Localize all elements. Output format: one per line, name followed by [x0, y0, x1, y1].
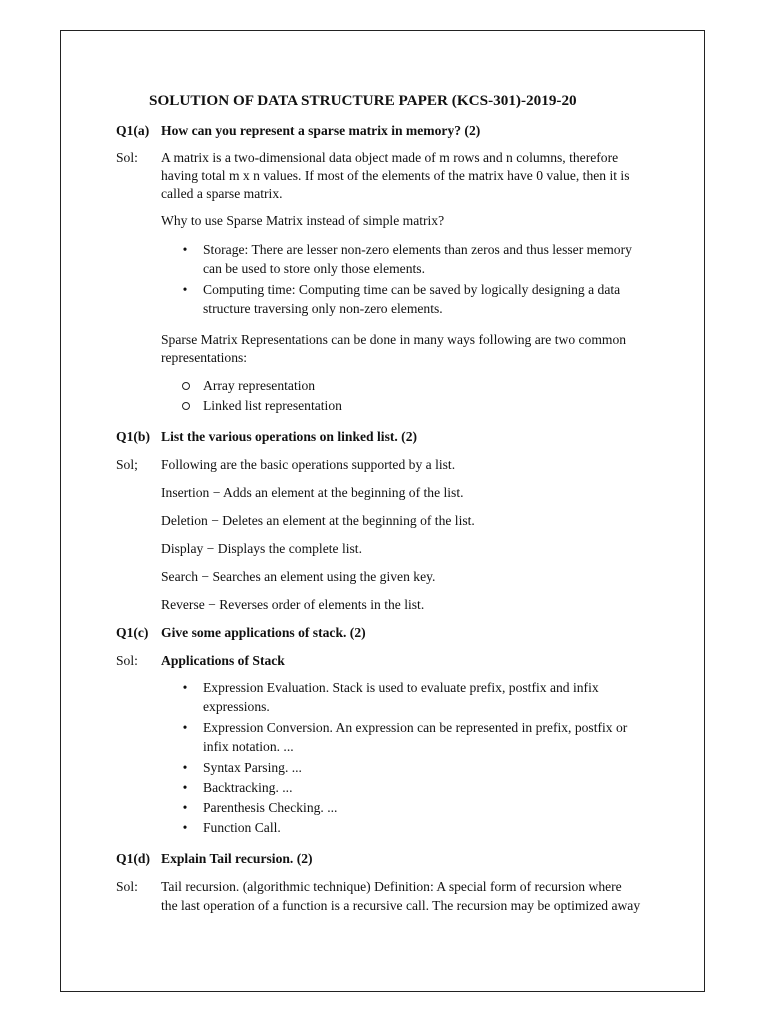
q1c-bullet-line: Parenthesis Checking. ...: [203, 800, 338, 815]
q1b-intro: Following are the basic operations supported by a list.: [161, 457, 456, 472]
q1a-text-line: having total m x n values. If most of the elements of the matrix have 0 value, then it is: [161, 168, 630, 183]
q1a-bullet-line: Storage: There are lesser non-zero elements than zeros and thus lesser memory: [203, 242, 632, 257]
q1a-sol-label: Sol:: [116, 150, 138, 165]
bullet-icon: •: [182, 800, 188, 815]
bullet-icon: •: [182, 780, 188, 795]
q1b-question: List the various operations on linked list. (2): [161, 429, 418, 444]
circle-bullet-icon: [182, 376, 190, 395]
q1d-label: Q1(d): [116, 851, 150, 866]
q1c-question: Give some applications of stack. (2): [161, 625, 366, 640]
q1b-operation: Display − Displays the complete list.: [161, 541, 362, 556]
q1b-operation: Deletion − Deletes an element at the beginning of the list.: [161, 513, 475, 528]
bullet-icon: •: [182, 820, 188, 835]
bullet-icon: •: [182, 242, 188, 257]
bullet-icon: •: [182, 720, 188, 735]
q1c-sol-label: Sol:: [116, 653, 138, 668]
document-page: [60, 30, 705, 992]
q1b-operation: Insertion − Adds an element at the beginning of the list.: [161, 485, 464, 500]
q1c-bullet-line: Syntax Parsing. ...: [203, 760, 302, 775]
bullet-icon: •: [182, 680, 188, 695]
q1a-bullet-line: Computing time: Computing time can be saved by logically designing a data: [203, 282, 621, 297]
q1c-bullet-line: Function Call.: [203, 820, 281, 835]
q1c-bullet-line: Expression Evaluation. Stack is used to evaluate prefix, postfix and infix: [203, 680, 599, 695]
q1b-operation: Search − Searches an element using the given key.: [161, 569, 436, 584]
q1a-reps-line: Sparse Matrix Representations can be done in many ways following are two common: [161, 332, 627, 347]
q1c-bullet-line: infix notation. ...: [203, 739, 294, 754]
q1d-sol-label: Sol:: [116, 879, 138, 894]
q1a-rep-item: Linked list representation: [203, 398, 342, 413]
q1b-sol-label: Sol;: [116, 457, 138, 472]
q1d-question: Explain Tail recursion. (2): [161, 851, 313, 866]
q1a-question: How can you represent a sparse matrix in memory? (2): [161, 123, 481, 138]
q1a-bullet-line: structure traversing only non-zero elements.: [203, 301, 443, 316]
q1c-bullet-line: expressions.: [203, 699, 270, 714]
q1c-bullet-line: Expression Conversion. An expression can be represented in prefix, postfix or: [203, 720, 628, 735]
q1d-text-line: the last operation of a function is a recursive call. The recursion may be optimized away: [161, 898, 641, 913]
q1a-text-line: A matrix is a two-dimensional data object made of m rows and n columns, therefore: [161, 150, 619, 165]
q1b-operation: Reverse − Reverses order of elements in the list.: [161, 597, 425, 612]
bullet-icon: •: [182, 282, 188, 297]
q1a-bullet-line: can be used to store only those elements.: [203, 261, 425, 276]
q1a-text-line: called a sparse matrix.: [161, 186, 283, 201]
q1a-reps-line: representations:: [161, 350, 248, 365]
circle-bullet-icon: [182, 396, 190, 415]
q1a-rep-item: Array representation: [203, 378, 316, 393]
q1c-bullet-line: Backtracking. ...: [203, 780, 293, 795]
q1d-text-line: Tail recursion. (algorithmic technique) Definition: A special form of recursion where: [161, 879, 622, 894]
q1b-label: Q1(b): [116, 429, 150, 444]
q1c-heading: Applications of Stack: [161, 653, 285, 668]
q1a-why: Why to use Sparse Matrix instead of simple matrix?: [161, 213, 445, 228]
q1c-label: Q1(c): [116, 625, 149, 640]
q1a-label: Q1(a): [116, 123, 150, 138]
bullet-icon: •: [182, 760, 188, 775]
page-title: SOLUTION OF DATA STRUCTURE PAPER (KCS-301)-2019-20: [149, 92, 577, 109]
